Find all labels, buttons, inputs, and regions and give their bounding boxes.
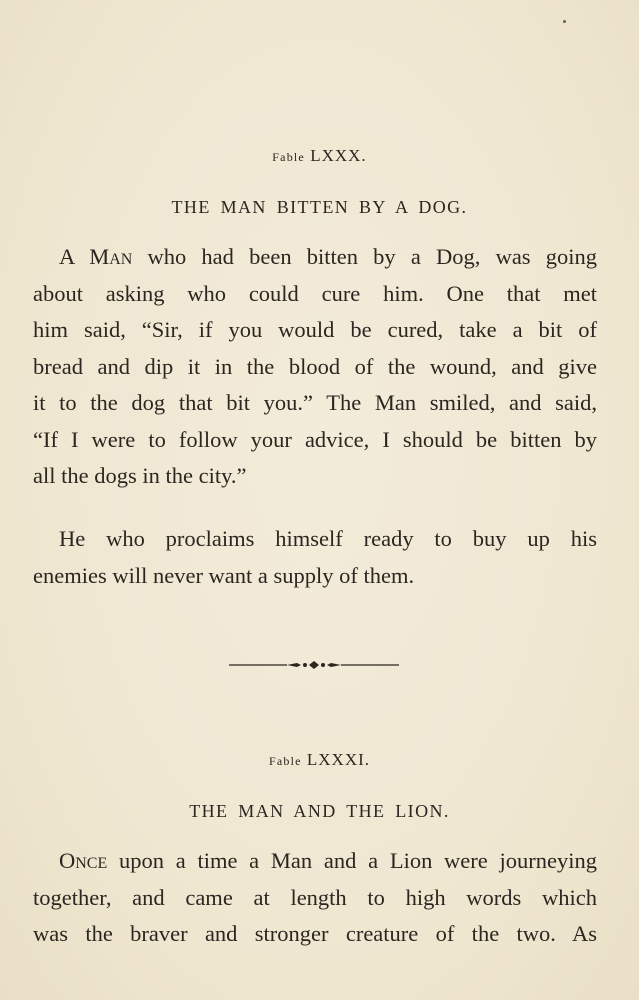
text-line: together, and came at length to high words which	[33, 884, 597, 910]
text-line: all the dogs in the city.”	[33, 463, 247, 488]
fable-numeral: LXXX.	[310, 146, 367, 165]
fable-label: Fable	[268, 754, 302, 768]
text-line: about asking who could cure him. One that met	[33, 280, 597, 306]
fable-title: THE MAN AND THE LION.	[189, 801, 450, 821]
line-text: upon a time a Man and a Lion were journeying	[107, 848, 597, 873]
text-line: “If I were to follow your advice, I should be bitten by	[33, 426, 597, 452]
text-line: him said, “Sir, if you would be cured, take a bit of	[33, 317, 597, 342]
lead-small-caps: Once	[59, 848, 108, 873]
fable-number-heading	[0, 750, 639, 770]
text-line: enemies will never want a supply of them.	[33, 562, 415, 588]
fable-body-paragraph	[33, 239, 597, 495]
text-line: He who proclaims himself ready to buy up his	[59, 526, 597, 551]
text-line	[33, 843, 597, 880]
text-line: was the braver and stronger creature of the two. As	[33, 921, 597, 946]
fable-title: THE MAN BITTEN BY A DOG.	[171, 197, 468, 217]
fable-number-heading	[0, 146, 639, 166]
section-divider-ornament	[229, 655, 399, 675]
text-line	[33, 239, 597, 276]
fable-moral-paragraph	[33, 521, 597, 594]
lead-letter: A	[59, 244, 75, 269]
fable-label: Fable	[272, 150, 305, 164]
page-blemish	[563, 20, 566, 23]
lead-small-caps: Man	[89, 244, 133, 269]
text-line: bread and dip it in the blood of the wound, and give	[33, 353, 597, 379]
fable-body-paragraph	[33, 843, 597, 953]
fable-numeral: LXXXI.	[306, 750, 371, 769]
line-text: who had been bitten by a Dog, was going	[132, 244, 597, 269]
text-line: it to the dog that bit you.” The Man smiled, and said,	[33, 390, 597, 415]
